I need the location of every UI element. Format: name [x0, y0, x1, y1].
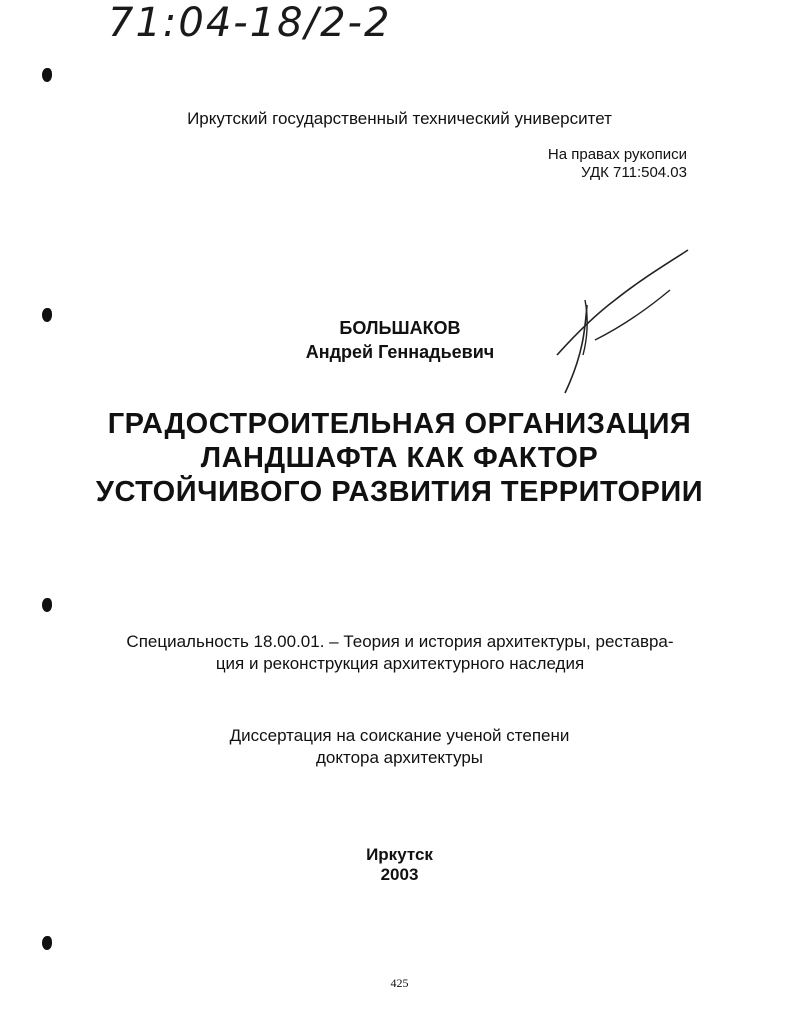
dissertation-title — [0, 407, 799, 509]
page-number: 425 — [390, 976, 409, 990]
place: Иркутск — [366, 845, 433, 864]
binder-hole-mark — [42, 598, 52, 612]
binder-hole-mark — [42, 308, 52, 322]
title-line: УСТОЙЧИВОГО РАЗВИТИЯ ТЕРРИТОРИИ — [95, 476, 704, 508]
dissertation-type — [0, 725, 799, 769]
place-year-block — [0, 845, 799, 885]
author-surname: БОЛЬШАКОВ — [339, 318, 461, 338]
specialty-line: Специальность 18.00.01. – Теория и история архитектуры, реставра- — [126, 632, 674, 651]
university-name: Иркутский государственный технический университет — [187, 109, 612, 128]
author-block — [200, 316, 600, 364]
archive-mark: 71:04-18/2-2 — [108, 0, 392, 46]
rights-block — [548, 146, 687, 182]
author-signature — [545, 245, 695, 395]
title-line: ГРАДОСТРОИТЕЛЬНАЯ ОРГАНИЗАЦИЯ — [107, 408, 692, 440]
dissertation-line: доктора архитектуры — [315, 748, 484, 767]
udc-code: УДК 711:504.03 — [581, 164, 687, 181]
specialty-line: ция и реконструкция архитектурного наследия — [215, 654, 585, 673]
specialty-block — [100, 631, 700, 675]
dissertation-line: Диссертация на соискание ученой степени — [229, 726, 570, 745]
year: 2003 — [380, 865, 419, 884]
binder-hole-mark — [42, 68, 52, 82]
binder-hole-mark — [42, 936, 52, 950]
author-given-names: Андрей Геннадьевич — [305, 342, 495, 362]
rights-note: На правах рукописи — [547, 146, 687, 163]
title-line: ЛАНДШАФТА КАК ФАКТОР — [200, 442, 599, 474]
